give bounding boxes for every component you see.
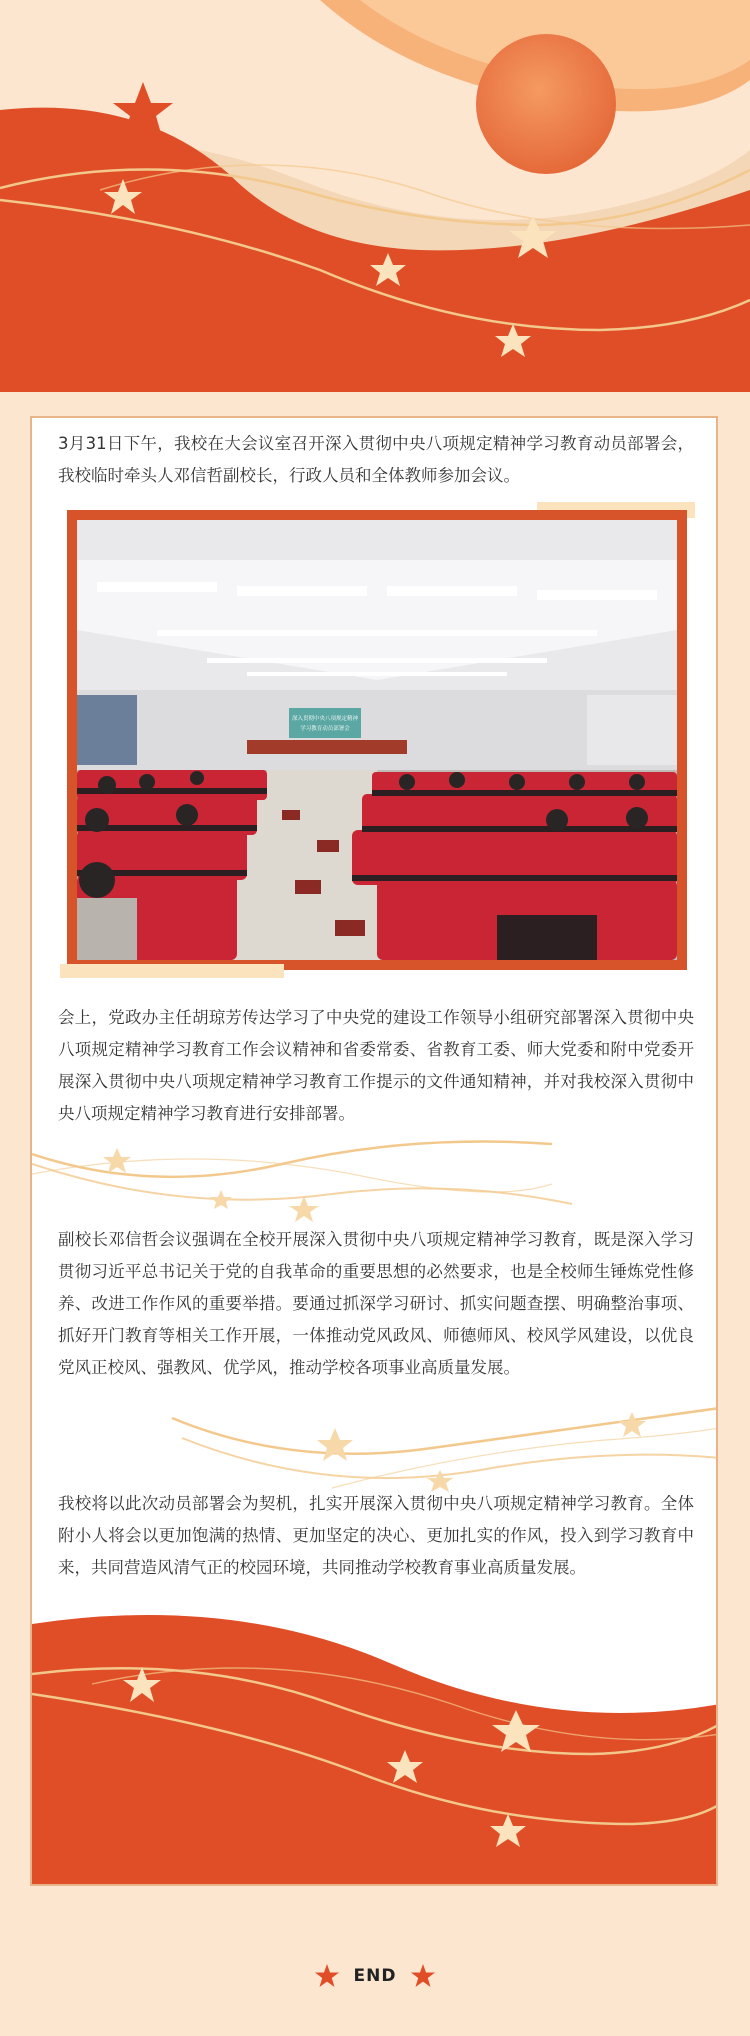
end-label: END — [353, 1966, 397, 1986]
gold-wave-divider — [32, 1134, 718, 1224]
meeting-hall-photo — [77, 520, 677, 960]
stage-banner — [289, 708, 361, 738]
svg-text:学习教育动员部署会: 学习教育动员部署会 — [300, 726, 350, 732]
footer-wave — [32, 1584, 718, 1886]
star-icon — [314, 1963, 340, 1989]
header-banner — [0, 0, 750, 392]
photo-accent-bottom — [60, 964, 284, 978]
article-card — [30, 416, 718, 1886]
paragraph-meeting: 会上，党政办主任胡琼芳传达学习了中央党的建设工作领导小组研究部署深入贯彻中央八项规定精神学习教育工作会议精神和省委常委、省教育工委、师大党委和附中党委开展深入贯彻中央八项规定精神学习教育工作提示的文件通知精神，并对我校深入贯彻中央八项规定精神学习教育进行安排部署。 — [58, 1008, 694, 1123]
svg-text:深入贯彻中央八项规定精神: 深入贯彻中央八项规定精神 — [291, 716, 359, 722]
paragraph-intro: 3月31日下午，我校在大会议室召开深入贯彻中央八项规定精神学习教育动员部署会，我校临时牵头人邓信哲副校长，行政人员和全体教师参加会议。 — [58, 434, 694, 485]
star-icon — [410, 1963, 436, 1989]
end-marker — [0, 1956, 750, 1996]
paragraph-closing: 我校将以此次动员部署会为契机，扎实开展深入贯彻中央八项规定精神学习教育。全体附小人将会以更加饱满的热情、更加坚定的决心、更加扎实的作风，投入到学习教育中来，共同营造风清气正的校园环境，共同推动学校教育事业高质量发展。 — [58, 1494, 694, 1577]
paragraph-emphasis: 副校长邓信哲会议强调在全校开展深入贯彻中央八项规定精神学习教育，既是深入学习贯彻习近平总书记关于党的自我革命的重要思想的必然要求，也是全校师生锤炼党性修养、改进工作作风的重要举措。要通过抓深学习研讨、抓实问题查摆、明确整治事项、抓好开门教育等相关工作开展，一体推动党风政风、师德师风、校风学风建设，以优良党风正校风、强教风、优学风，推动学校各项事业高质量发展。 — [58, 1230, 694, 1377]
